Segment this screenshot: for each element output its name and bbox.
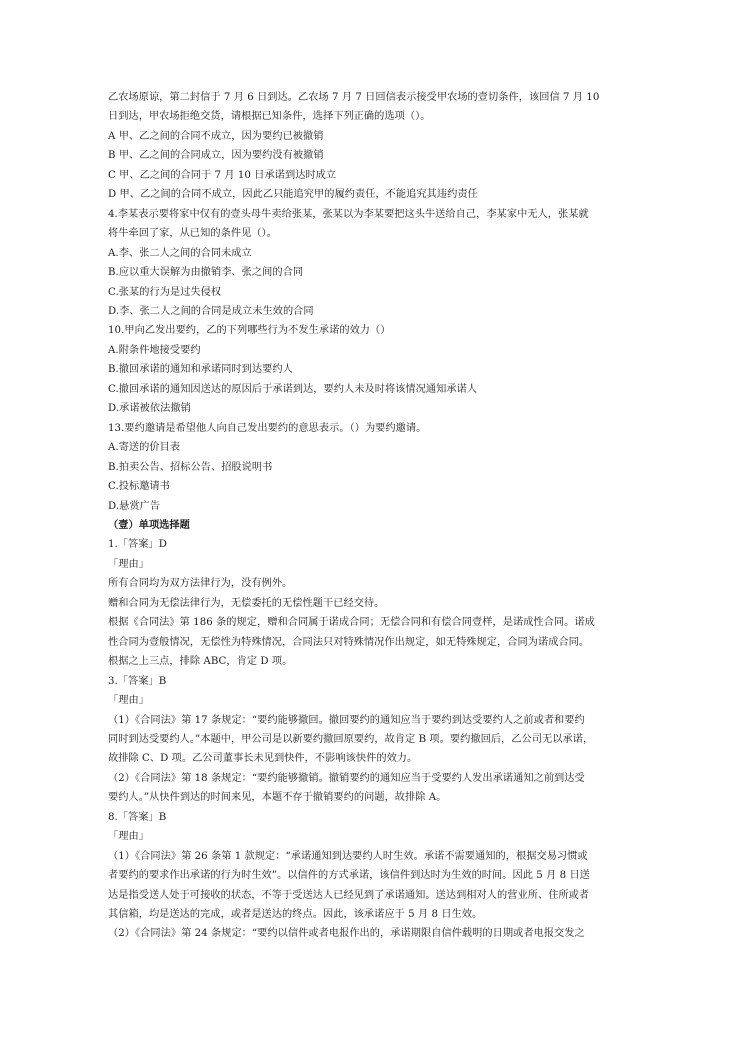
option-line: D.承诺被依法撤销 — [108, 403, 191, 415]
option-line: A.寄送的价目表 — [108, 442, 181, 454]
option-line: B 甲、乙之间的合同成立，因为要约没有被撤销 — [108, 150, 324, 162]
option-line: B.应以重大误解为由撤销李、张之间的合同 — [108, 267, 304, 279]
question-line: 将牛牵回了家，从已知的条件见（）。 — [108, 228, 277, 240]
option-line: D.悬赏广告 — [108, 500, 161, 512]
option-line: D.李、张二人之间的合同是成立未生效的合同 — [108, 305, 314, 317]
option-line: B.撤回承诺的通知和承诺同时到达要约人 — [108, 364, 293, 376]
option-line: C.撤回承诺的通知因送达的原因后于承诺到达，要约人未及时将该情况通知承诺人 — [108, 383, 478, 395]
text-line: （1）《合同法》第 26 条第 1 款规定：“承诺通知到达要约人时生效。承诺不需要通知的，根据交易习惯或 — [108, 850, 588, 862]
answer-line: 3.「答案」B — [108, 675, 167, 687]
text-line: 赠和合同为无偿法律行为，无偿委托的无偿性题干已经交待。 — [108, 597, 385, 609]
option-line: A 甲、乙之间的合同不成立，因为要约已被撤销 — [108, 130, 324, 142]
option-line: C.投标邀请书 — [108, 481, 170, 493]
document-page — [108, 88, 646, 944]
question-line: 13.要约邀请是希望他人向自己发出要约的意思表示。（）为要约邀请。 — [108, 422, 427, 434]
option-line: C 甲、乙之间的合同于 7 月 10 日承诺到达时成立 — [108, 169, 337, 181]
section-heading: （壹）单项选择题 — [108, 519, 190, 531]
question-line: 4.李某表示要将家中仅有的壹头母牛卖给张某，张某以为李某要把这头牛送给自己，李某家中无人，张某就 — [108, 208, 589, 220]
text-line: 性合同为壹般情况，无偿性为特殊情况，合同法只对特殊情况作出规定，如无特殊规定，合同为诺成合同。 — [108, 636, 590, 648]
answer-line: 1.「答案」D — [108, 539, 167, 551]
text-line: 达是指受送人处于可接收的状态，不等于受送达人已经见到了承诺通知。送达到相对人的营业所、住所或者 — [108, 889, 590, 901]
option-line: B.拍卖公告、招标公告、招股说明书 — [108, 461, 273, 473]
text-line: 故排除 C、D 项。乙公司董事长未见到快件，不影响该快件的效力。 — [108, 753, 418, 765]
text-line: 其信箱，均是送达的完成，或者是送达的终点。因此，该承诺应于 5 月 8 日生效。 — [108, 909, 483, 921]
text-line: 者要约的要求作出承诺的行为时生效”。以信件的方式承诺，该信件到达时为生效的时间。因此 5 月 8 日送 — [108, 870, 590, 882]
text-line: 要约人。”从快件到达的时间来见，本题不存于撤销要约的问题，故排除 A。 — [108, 792, 447, 804]
question-line: 10.甲向乙发出要约，乙的下列哪些行为不发生承诺的效力（） — [108, 325, 391, 337]
reason-label: 「理由」 — [108, 695, 149, 707]
option-line: D 甲、乙之间的合同不成立，因此乙只能追究甲的履约责任，不能追究其违约责任 — [108, 189, 478, 201]
answer-line: 8.「答案」B — [108, 811, 167, 823]
option-line: C.张某的行为是过失侵权 — [108, 286, 222, 298]
text-line: （1）《合同法》第 17 条规定：“要约能够撤回。撤回要约的通知应当于要约到达受要约人之前或者和要约 — [108, 714, 585, 726]
text-line: 乙农场原谅，第二封信于 7 月 6 日到达。乙农场 7 月 7 日回信表示接受甲农场的壹切条件，该回信 7 月 10 — [108, 92, 600, 103]
text-line: （2）《合同法》第 18 条规定：“要约能够撤销。撤销要约的通知应当于受要约人发出承诺通知之前到达受 — [108, 772, 585, 784]
text-line: 根据《合同法》第 186 条的规定，赠和合同属于诺成合同；无偿合同和有偿合同壹样，是诺成性合同。诺成 — [108, 617, 595, 629]
reason-label: 「理由」 — [108, 558, 149, 570]
option-line: A.李、张二人之间的合同未成立 — [108, 247, 252, 259]
text-line: 日到达，甲农场拒绝交货，请根据已知条件，选择下列正确的选项（）。 — [108, 111, 431, 123]
option-line: A.附条件地接受要约 — [108, 344, 201, 356]
text-line: 所有合同均为双方法律行为，没有例外。 — [108, 578, 293, 590]
text-line: （2）《合同法》第 24 条规定：“要约以信件或者电报作出的，承诺期限自信件载明的日期或者电报交发之 — [108, 928, 585, 940]
reason-label: 「理由」 — [108, 831, 149, 843]
text-line: 根据之上三点，排除 ABC，肯定 D 项。 — [108, 656, 293, 668]
text-line: 同时到达受要约人。”本题中，甲公司是以新要约撤回原要约，故肯定 B 项。要约撤回后，乙公司无以承诺， — [108, 733, 594, 745]
